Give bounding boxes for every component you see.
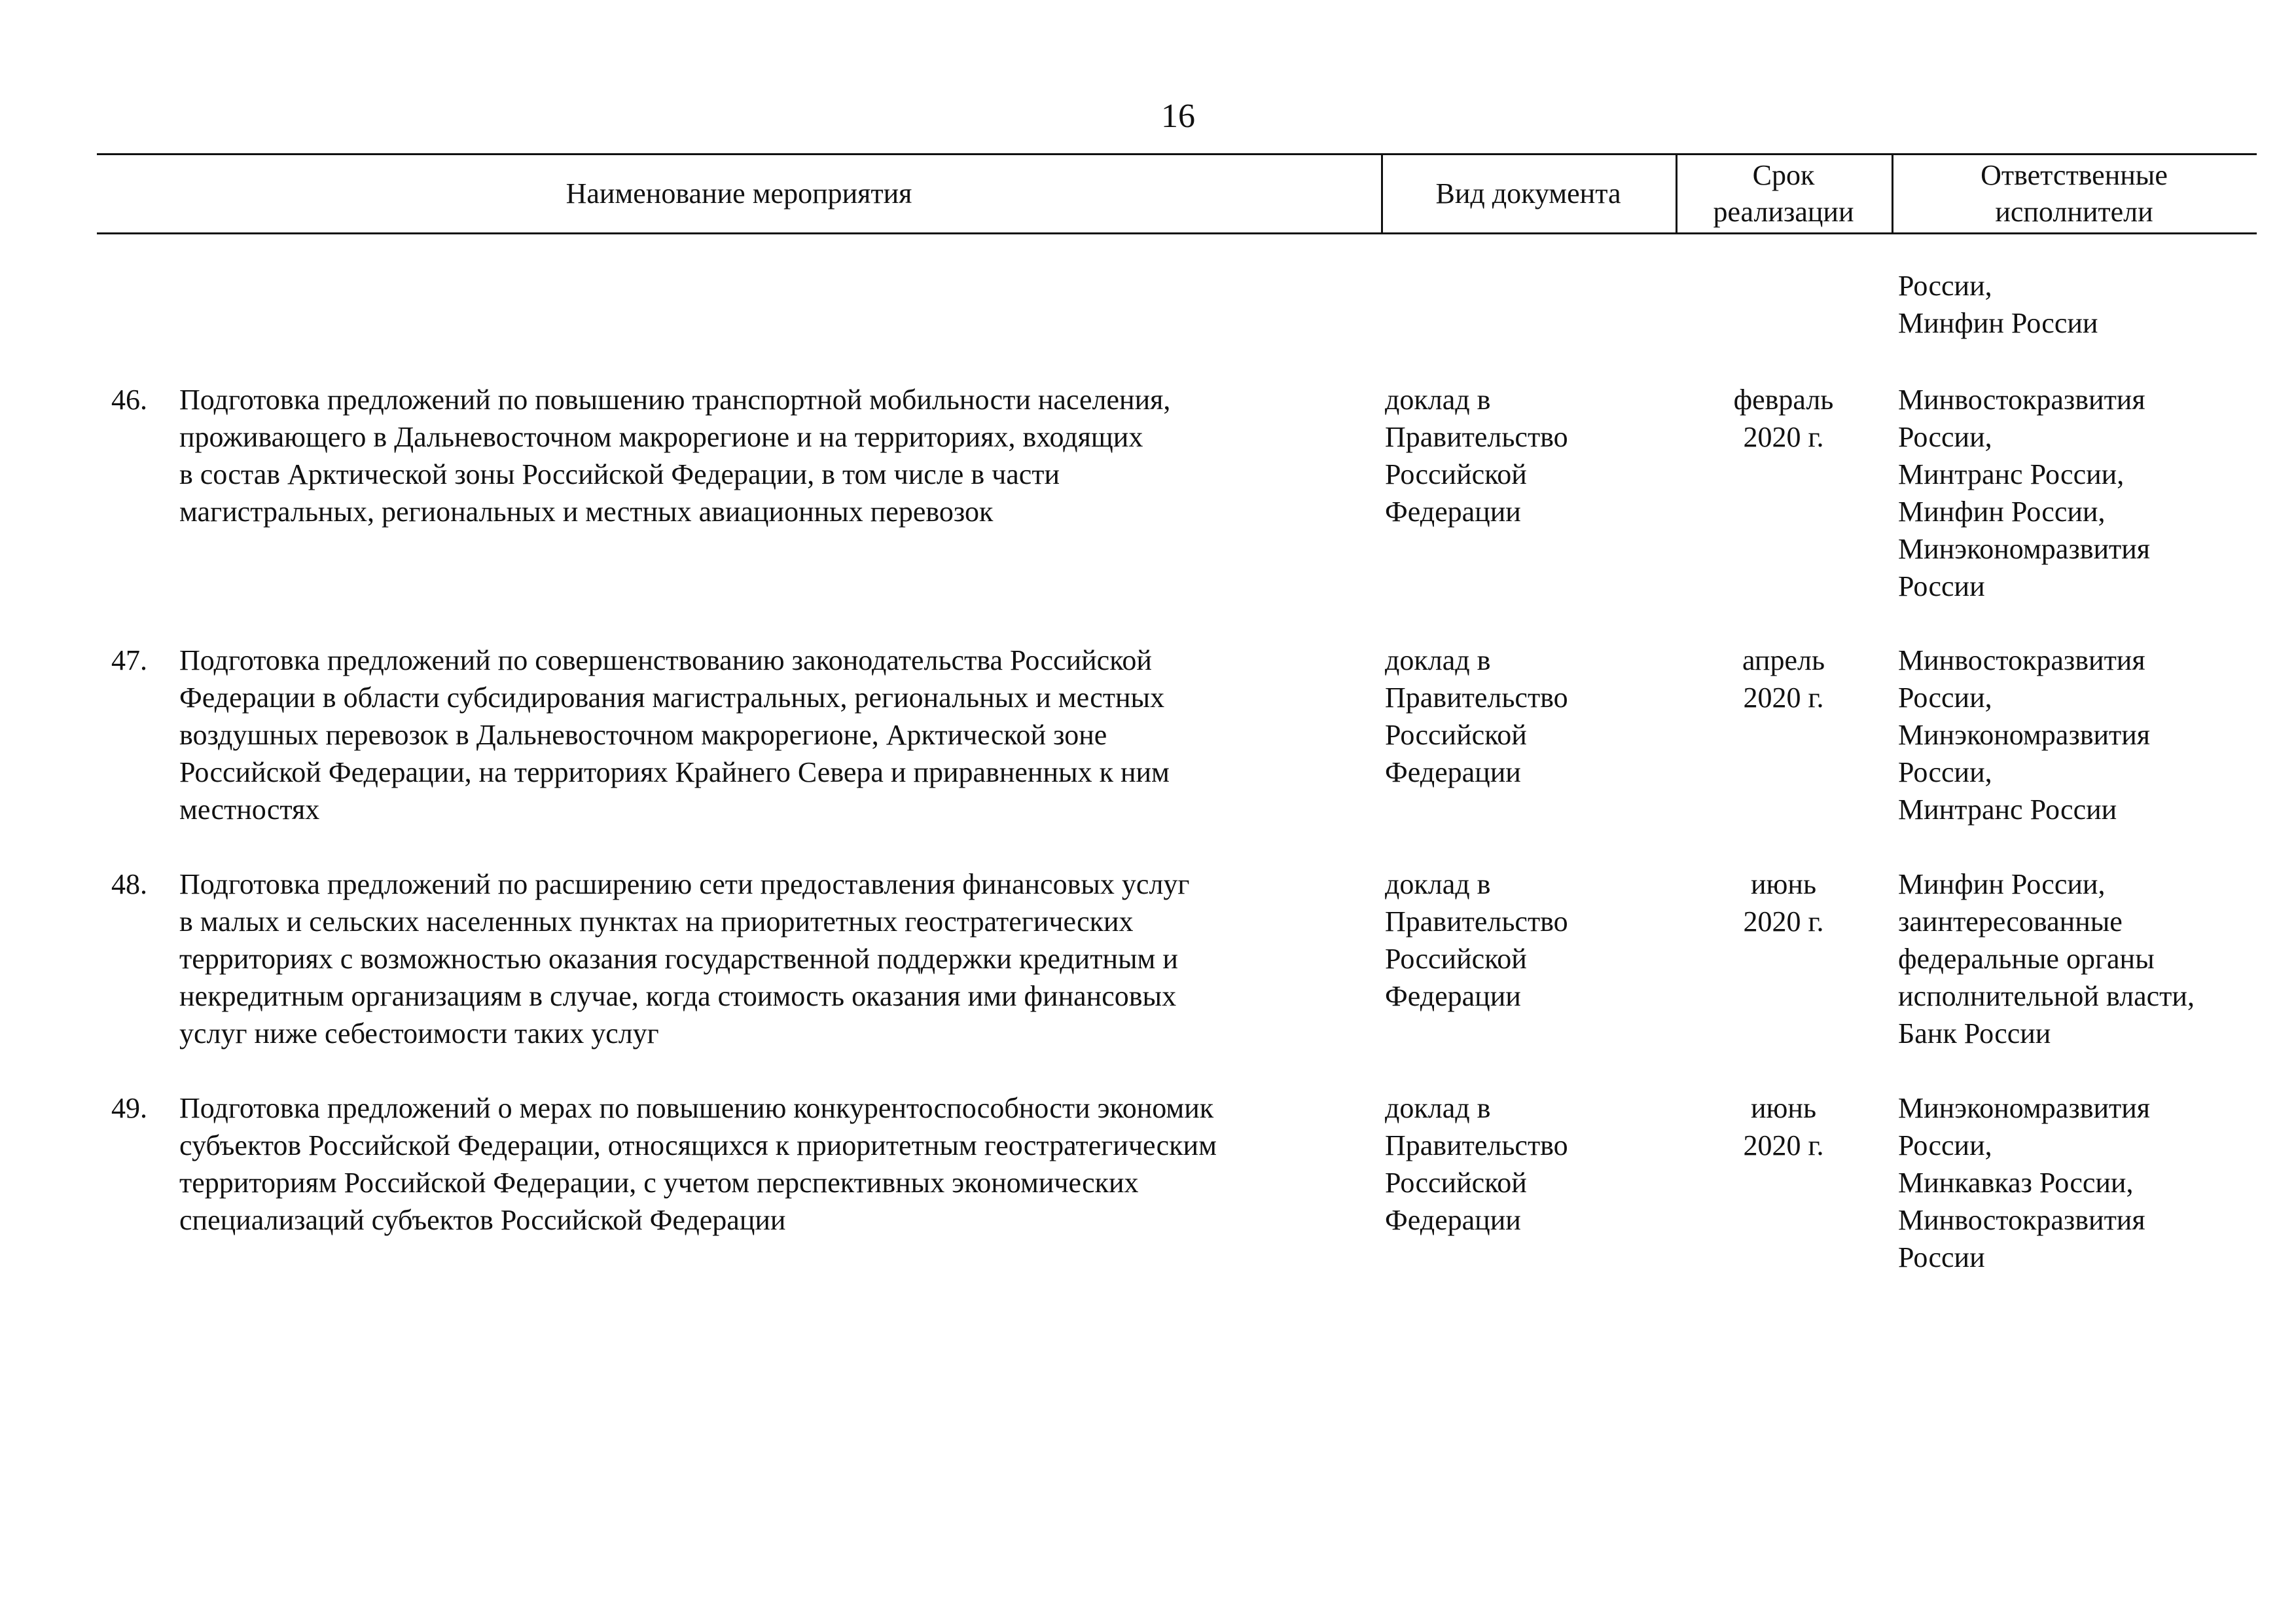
row-responsible: Минвостокразвития России, Минтранс России, Минфин России, Минэкономразвития России: [1898, 384, 2151, 602]
page-number: 16: [1161, 98, 1195, 135]
row-number: 48.: [111, 868, 147, 900]
row-name: Подготовка предложений по повышению транспортной мобильности населения, проживающего в Дальневосточном макрорегионе и на территориях, входящих в состав Арктической зоны Российской Федерации, в том числе в части магистральных, региональных и местных авиационных перевозок: [179, 384, 1171, 528]
row-doc-type: доклад в Правительство Российской Федерации: [1385, 1092, 1568, 1236]
row-responsible: Минфин России, заинтересованные федеральные органы исполнительной власти, Банк России: [1898, 868, 2195, 1049]
row-responsible: Минвостокразвития России, Минэкономразвития России, Минтранс России: [1898, 644, 2151, 826]
table-header: [97, 153, 2257, 234]
row-name: Подготовка предложений о мерах по повышению конкурентоспособности экономик субъектов Российской Федерации, относящихся к приоритетным геостратегическим территориям Российской Федерации, с учетом перспективных экономических специализаций субъектов Российской Федерации: [179, 1092, 1217, 1236]
row-number: 46.: [111, 384, 147, 416]
row-term: июнь 2020 г.: [1743, 868, 1824, 938]
row-number: 49.: [111, 1092, 147, 1124]
row-name: Подготовка предложений по совершенствованию законодательства Российской Федерации в области субсидирования магистральных, региональных и местных воздушных перевозок в Дальневосточном макрорегионе, Арктической зоне Российской Федерации, на территориях Крайнего Севера и приравненных к ним местностях: [179, 644, 1170, 826]
row-name: Подготовка предложений по расширению сети предоставления финансовых услуг в малых и сельских населенных пунктах на приоритетных геостратегических территориях с возможностью оказания государственной поддержки кредитным и некредитным организациям в случае, когда стоимость оказания ими финансовых услуг ниже себестоимости таких услуг: [179, 868, 1190, 1049]
row-term: февраль 2020 г.: [1733, 384, 1834, 453]
row-doc-type: доклад в Правительство Российской Федерации: [1385, 644, 1568, 788]
continuation-responsible: России, Минфин России: [1898, 270, 2098, 339]
header-responsible: Ответственные исполнители: [1981, 159, 2168, 228]
row-doc-type: доклад в Правительство Российской Федерации: [1385, 868, 1568, 1012]
row-number: 47.: [111, 644, 147, 676]
row-term: апрель 2020 г.: [1742, 644, 1825, 714]
row-responsible: Минэкономразвития России, Минкавказ России, Минвостокразвития России: [1898, 1092, 2151, 1273]
row-doc-type: доклад в Правительство Российской Федерации: [1385, 384, 1568, 528]
header-term: Срок реализации: [1713, 159, 1854, 228]
header-name: Наименование мероприятия: [565, 177, 912, 210]
row-term: июнь 2020 г.: [1743, 1092, 1824, 1161]
header-doc-type: Вид документа: [1435, 177, 1621, 210]
